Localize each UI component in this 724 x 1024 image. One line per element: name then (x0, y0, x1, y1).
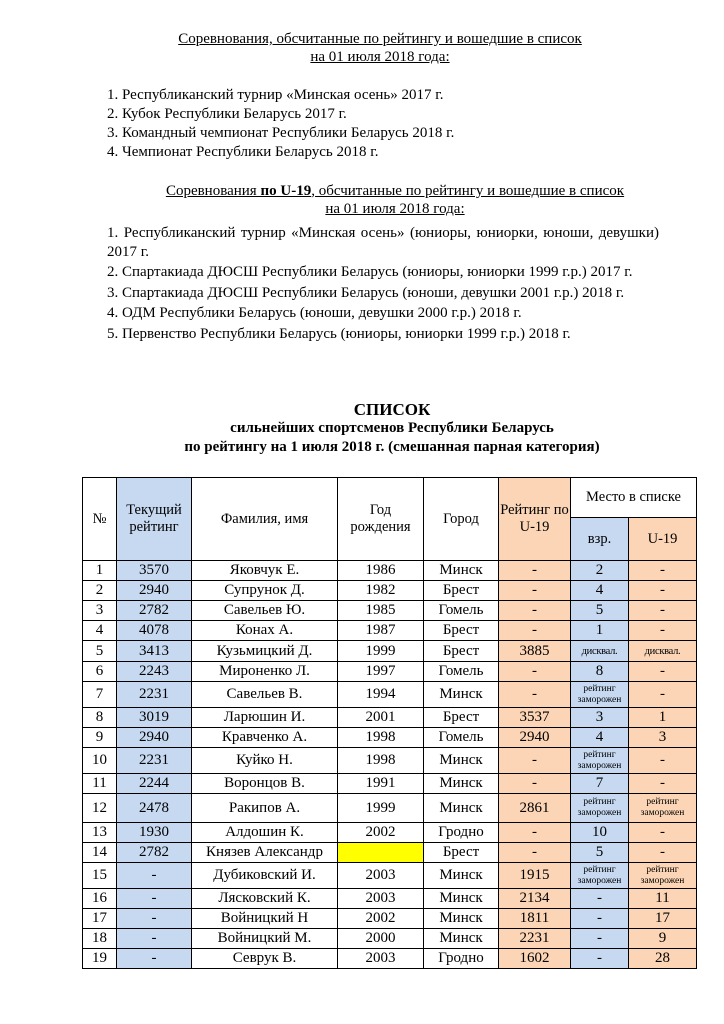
birth-year-cell: 1998 (338, 748, 424, 774)
list-item: 3. Спартакиада ДЮСШ Республики Беларусь (юноши, девушки 2001 г.р.) 2018 г. (107, 284, 625, 301)
birth-year-cell (338, 843, 424, 863)
city-cell: Гомель (424, 601, 499, 621)
current-rating-cell: - (117, 863, 192, 889)
table-row (83, 708, 697, 728)
current-rating-cell: 2231 (117, 748, 192, 774)
city-cell: Брест (424, 621, 499, 641)
place-u19-cell: - (629, 843, 697, 863)
list-title (0, 400, 724, 457)
player-name-cell: Ракипов А. (192, 794, 338, 823)
row-number: 3 (83, 601, 117, 621)
birth-year-cell: 1997 (338, 662, 424, 682)
player-name-cell: Князев Александр (192, 843, 338, 863)
table-row (83, 601, 697, 621)
birth-year-cell: 2003 (338, 949, 424, 969)
place-adult-cell: - (571, 929, 629, 949)
header-current-rating: Текущий рейтинг (117, 478, 192, 561)
row-number: 13 (83, 823, 117, 843)
table-row (83, 641, 697, 662)
table-row (83, 843, 697, 863)
place-u19-cell: - (629, 581, 697, 601)
rating-u19-cell: - (499, 823, 571, 843)
place-adult-cell: 5 (571, 601, 629, 621)
city-cell: Брест (424, 843, 499, 863)
city-cell: Брест (424, 641, 499, 662)
player-name-cell: Алдошин К. (192, 823, 338, 843)
row-number: 11 (83, 774, 117, 794)
place-u19-cell: 1 (629, 708, 697, 728)
player-name-cell: Кузьмицкий Д. (192, 641, 338, 662)
row-number: 6 (83, 662, 117, 682)
current-rating-cell: 2243 (117, 662, 192, 682)
heading-u19-line1 (166, 183, 624, 199)
heading-u19-competitions (0, 182, 724, 218)
table-row (83, 774, 697, 794)
player-name-cell: Мироненко Л. (192, 662, 338, 682)
rating-u19-cell: - (499, 581, 571, 601)
current-rating-cell: 4078 (117, 621, 192, 641)
place-u19-cell: - (629, 682, 697, 708)
row-number: 2 (83, 581, 117, 601)
rating-u19-cell: 1811 (499, 909, 571, 929)
place-u19-cell: дисквал. (629, 641, 697, 662)
birth-year-cell: 2002 (338, 823, 424, 843)
place-adult-cell: 5 (571, 843, 629, 863)
table-row (83, 823, 697, 843)
table-row (83, 662, 697, 682)
row-number: 5 (83, 641, 117, 662)
rating-u19-cell: 2231 (499, 929, 571, 949)
header-num: № (83, 478, 117, 561)
place-adult-cell: - (571, 949, 629, 969)
birth-year-cell: 2003 (338, 863, 424, 889)
rating-u19-cell: - (499, 601, 571, 621)
player-name-cell: Воронцов В. (192, 774, 338, 794)
table-row (83, 561, 697, 581)
list-item: 1. Республиканский турнир «Минская осень» 2017 г. (107, 87, 444, 103)
header-name: Фамилия, имя (192, 478, 338, 561)
place-u19-cell: - (629, 662, 697, 682)
place-adult-cell: рейтинг заморожен (571, 863, 629, 889)
player-name-cell: Войницкий М. (192, 929, 338, 949)
player-name-cell: Кравченко А. (192, 728, 338, 748)
player-name-cell: Лясковский К. (192, 889, 338, 909)
place-u19-cell: 9 (629, 929, 697, 949)
birth-year-cell: 1991 (338, 774, 424, 794)
birth-year-cell: 1994 (338, 682, 424, 708)
current-rating-cell: 2231 (117, 682, 192, 708)
city-cell: Гомель (424, 728, 499, 748)
current-rating-cell: 3413 (117, 641, 192, 662)
place-u19-cell: - (629, 621, 697, 641)
row-number: 1 (83, 561, 117, 581)
birth-year-cell: 2003 (338, 889, 424, 909)
current-rating-cell: 1930 (117, 823, 192, 843)
city-cell: Минск (424, 889, 499, 909)
place-adult-cell: - (571, 889, 629, 909)
header-place-adult: взр. (571, 518, 629, 561)
current-rating-cell: - (117, 889, 192, 909)
rating-u19-cell: - (499, 748, 571, 774)
heading-competitions (0, 30, 724, 66)
heading-u19-pre: Соревнования (165, 183, 261, 199)
place-u19-cell: - (629, 774, 697, 794)
place-adult-cell: 7 (571, 774, 629, 794)
table-row (83, 581, 697, 601)
rating-u19-cell: 3537 (499, 708, 571, 728)
heading-u19-post: , обсчитанные по рейтингу и вошедшие в список (311, 183, 625, 199)
city-cell: Минск (424, 682, 499, 708)
rating-u19-cell: - (499, 662, 571, 682)
place-u19-cell: - (629, 561, 697, 581)
table-row (83, 889, 697, 909)
row-number: 16 (83, 889, 117, 909)
row-number: 14 (83, 843, 117, 863)
player-name-cell: Савельев Ю. (192, 601, 338, 621)
birth-year-cell: 1985 (338, 601, 424, 621)
header-place-u19: U-19 (629, 518, 697, 561)
heading-competitions-line1: Соревнования, обсчитанные по рейтингу и вошедшие в список (178, 31, 582, 47)
city-cell: Гродно (424, 949, 499, 969)
place-u19-cell: 28 (629, 949, 697, 969)
current-rating-cell: 3019 (117, 708, 192, 728)
table-row (83, 949, 697, 969)
city-cell: Минск (424, 929, 499, 949)
player-name-cell: Савельев В. (192, 682, 338, 708)
city-cell: Минск (424, 909, 499, 929)
row-number: 7 (83, 682, 117, 708)
title-line2: сильнейших спортсменов Республики Беларусь (230, 420, 554, 436)
current-rating-cell: - (117, 909, 192, 929)
place-adult-cell: 4 (571, 728, 629, 748)
list-item: 2. Кубок Республики Беларусь 2017 г. (107, 106, 347, 122)
place-u19-cell: - (629, 748, 697, 774)
birth-year-cell: 1999 (338, 641, 424, 662)
table-row (83, 748, 697, 774)
birth-year-cell: 1987 (338, 621, 424, 641)
title-line3: по рейтингу на 1 июля 2018 г. (смешанная парная категория) (184, 439, 600, 455)
current-rating-cell: 2244 (117, 774, 192, 794)
place-adult-cell: 10 (571, 823, 629, 843)
table-row (83, 621, 697, 641)
place-u19-cell: - (629, 601, 697, 621)
birth-year-cell: 2000 (338, 929, 424, 949)
current-rating-cell: - (117, 929, 192, 949)
rating-u19-cell: - (499, 561, 571, 581)
current-rating-cell: 2940 (117, 728, 192, 748)
table-row (83, 863, 697, 889)
list-item: 1. Республиканский турнир «Минская осень» (юниоры, юниорки, юноши, девушки) 2017 г. (107, 225, 659, 260)
player-name-cell: Конах А. (192, 621, 338, 641)
place-u19-cell: 3 (629, 728, 697, 748)
list-item: 4. Чемпионат Республики Беларусь 2018 г. (107, 144, 379, 160)
birth-year-cell: 2001 (338, 708, 424, 728)
u19-competitions-list (107, 224, 659, 345)
place-adult-cell: дисквал. (571, 641, 629, 662)
list-item: 5. Первенство Республики Беларусь (юниоры, юниорки 1999 г.р.) 2018 г. (107, 325, 571, 342)
city-cell: Гомель (424, 662, 499, 682)
place-u19-cell: 17 (629, 909, 697, 929)
city-cell: Минск (424, 774, 499, 794)
heading-u19-line2: на 01 июля 2018 года: (325, 201, 465, 217)
rating-u19-cell: - (499, 843, 571, 863)
place-u19-cell: рейтинг заморожен (629, 863, 697, 889)
rating-u19-cell: - (499, 682, 571, 708)
rating-u19-cell: - (499, 621, 571, 641)
table-row (83, 794, 697, 823)
header-city: Город (424, 478, 499, 561)
city-cell: Минск (424, 748, 499, 774)
player-name-cell: Яковчук Е. (192, 561, 338, 581)
rating-u19-cell: 2134 (499, 889, 571, 909)
city-cell: Брест (424, 708, 499, 728)
birth-year-cell: 1982 (338, 581, 424, 601)
row-number: 12 (83, 794, 117, 823)
place-adult-cell: 3 (571, 708, 629, 728)
player-name-cell: Дубиковский И. (192, 863, 338, 889)
rating-u19-cell: 2861 (499, 794, 571, 823)
rating-u19-cell: 3885 (499, 641, 571, 662)
list-item: 3. Командный чемпионат Республики Беларусь 2018 г. (107, 125, 455, 141)
player-name-cell: Куйко Н. (192, 748, 338, 774)
current-rating-cell: 3570 (117, 561, 192, 581)
city-cell: Минск (424, 561, 499, 581)
heading-competitions-line2: на 01 июля 2018 года: (310, 49, 450, 65)
place-u19-cell: - (629, 823, 697, 843)
current-rating-cell: 2782 (117, 843, 192, 863)
current-rating-cell: 2940 (117, 581, 192, 601)
current-rating-cell: 2782 (117, 601, 192, 621)
row-number: 8 (83, 708, 117, 728)
table-row (83, 909, 697, 929)
table-row (83, 929, 697, 949)
row-number: 10 (83, 748, 117, 774)
city-cell: Минск (424, 794, 499, 823)
row-number: 9 (83, 728, 117, 748)
player-name-cell: Войницкий Н (192, 909, 338, 929)
ranking-table (82, 477, 697, 969)
heading-u19-bold: по U-19 (260, 183, 312, 199)
list-item: 4. ОДМ Республики Беларусь (юноши, девушки 2000 г.р.) 2018 г. (107, 305, 522, 321)
header-rating-u19: Рейтинг по U-19 (499, 478, 571, 561)
rating-u19-cell: 1915 (499, 863, 571, 889)
place-adult-cell: рейтинг заморожен (571, 748, 629, 774)
table-body (83, 561, 697, 969)
row-number: 17 (83, 909, 117, 929)
place-adult-cell: - (571, 909, 629, 929)
birth-year-cell: 1999 (338, 794, 424, 823)
place-adult-cell: рейтинг заморожен (571, 794, 629, 823)
competitions-list (107, 86, 454, 162)
row-number: 15 (83, 863, 117, 889)
birth-year-cell: 1998 (338, 728, 424, 748)
city-cell: Гродно (424, 823, 499, 843)
player-name-cell: Супрунок Д. (192, 581, 338, 601)
current-rating-cell: - (117, 949, 192, 969)
place-adult-cell: 2 (571, 561, 629, 581)
row-number: 18 (83, 929, 117, 949)
header-birth-year: Год рождения (338, 478, 424, 561)
city-cell: Брест (424, 581, 499, 601)
player-name-cell: Ларюшин И. (192, 708, 338, 728)
rating-u19-cell: 1602 (499, 949, 571, 969)
rating-u19-cell: - (499, 774, 571, 794)
list-item: 2. Спартакиада ДЮСШ Республики Беларусь (юниоры, юниорки 1999 г.р.) 2017 г. (107, 264, 633, 280)
row-number: 19 (83, 949, 117, 969)
place-u19-cell: 11 (629, 889, 697, 909)
place-adult-cell: 1 (571, 621, 629, 641)
rating-u19-cell: 2940 (499, 728, 571, 748)
place-adult-cell: 8 (571, 662, 629, 682)
title-line1: СПИСОК (353, 400, 431, 419)
table-row (83, 728, 697, 748)
city-cell: Минск (424, 863, 499, 889)
place-u19-cell: рейтинг заморожен (629, 794, 697, 823)
current-rating-cell: 2478 (117, 794, 192, 823)
birth-year-cell: 1986 (338, 561, 424, 581)
player-name-cell: Севрук В. (192, 949, 338, 969)
table-row (83, 682, 697, 708)
place-adult-cell: рейтинг заморожен (571, 682, 629, 708)
place-adult-cell: 4 (571, 581, 629, 601)
header-place: Место в списке (571, 478, 697, 518)
birth-year-cell: 2002 (338, 909, 424, 929)
row-number: 4 (83, 621, 117, 641)
